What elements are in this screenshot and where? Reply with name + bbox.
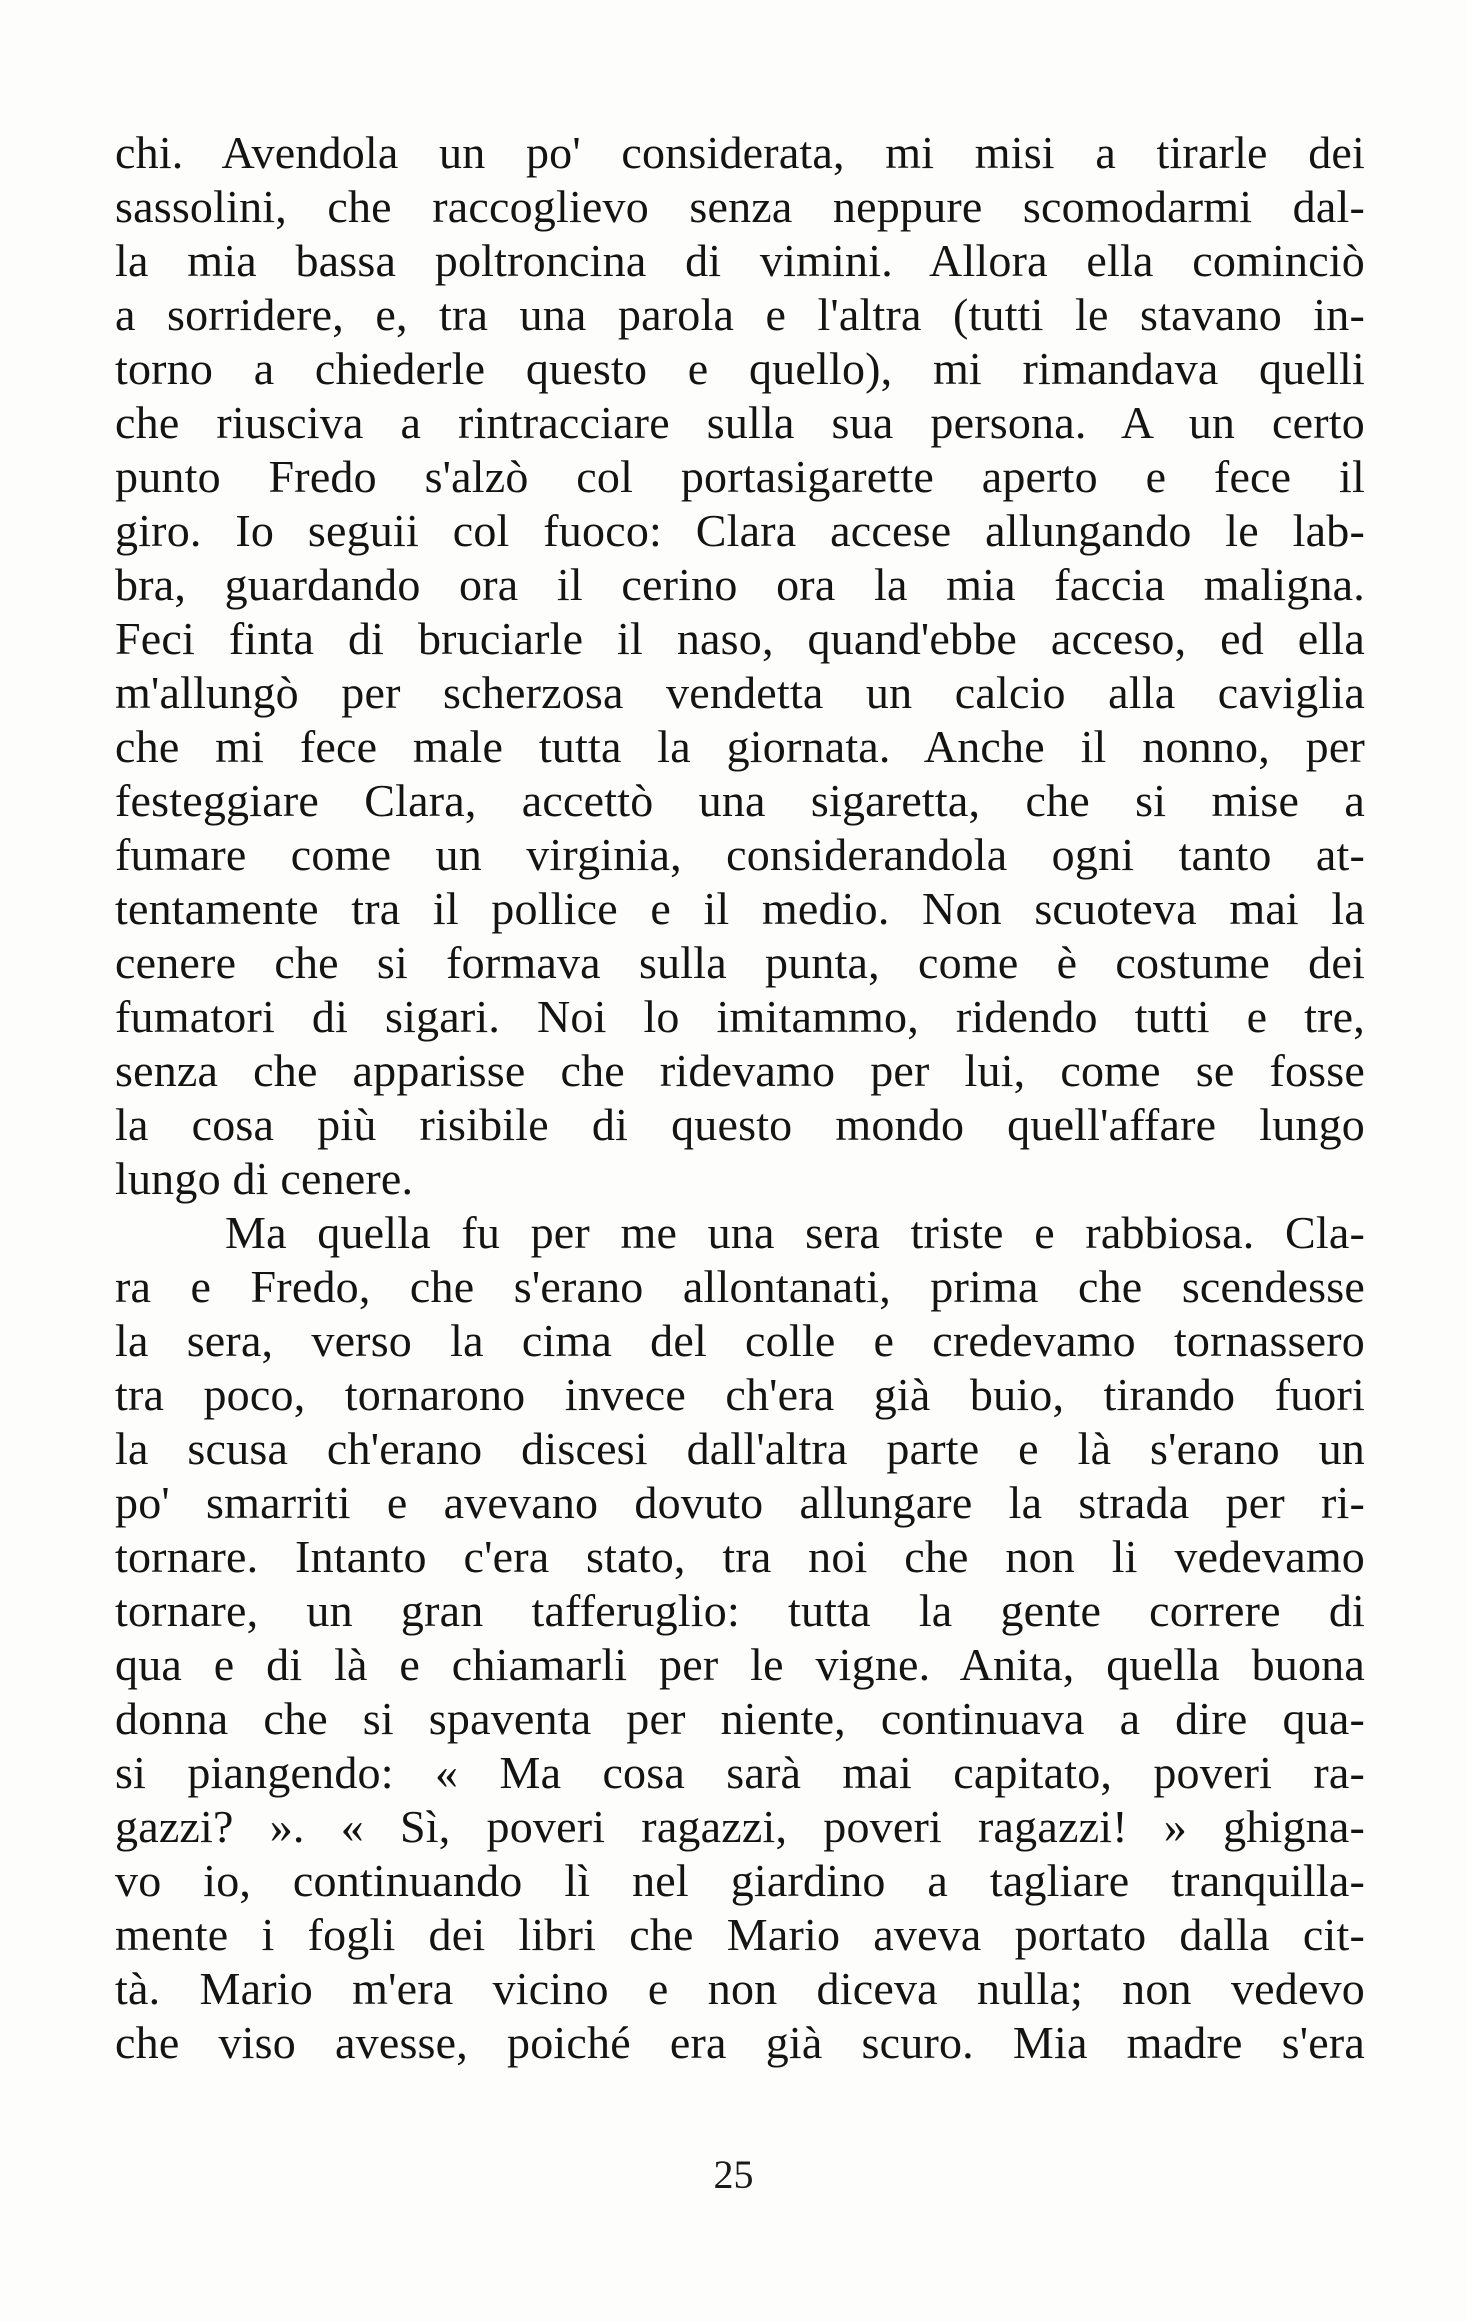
text-line: fumatori di sigari. Noi lo imitammo, ridendo tutti e tre, [115, 991, 1365, 1042]
text-line: tornare, un gran tafferuglio: tutta la gente correre di [115, 1585, 1365, 1636]
text-line: tentamente tra il pollice e il medio. Non scuoteva mai la [115, 883, 1365, 934]
page-number: 25 [713, 2152, 754, 2197]
text-line: donna che si spaventa per niente, continuava a dire qua- [115, 1693, 1365, 1744]
text-line: punto Fredo s'alzò col portasigarette aperto e fece il [115, 451, 1365, 502]
text-line: torno a chiederle questo e quello), mi rimandava quelli [115, 343, 1365, 394]
text-line: la sera, verso la cima del colle e credevamo tornassero [115, 1315, 1365, 1366]
text-line: che riusciva a rintracciare sulla sua persona. A un certo [115, 397, 1365, 448]
text-line: tà. Mario m'era vicino e non diceva nulla; non vedevo [115, 1963, 1365, 2014]
text-line: lungo di cenere. [115, 1153, 414, 1204]
text-line: senza che apparisse che ridevamo per lui, come se fosse [115, 1045, 1365, 1096]
text-line: la cosa più risibile di questo mondo quell'affare lungo [115, 1099, 1365, 1150]
text-line: la mia bassa poltroncina di vimini. Allora ella cominciò [115, 235, 1365, 286]
text-line: che mi fece male tutta la giornata. Anche il nonno, per [115, 721, 1365, 772]
text-line: a sorridere, e, tra una parola e l'altra (tutti le stavano in- [115, 289, 1365, 340]
text-line: Ma quella fu per me una sera triste e rabbiosa. Cla- [225, 1207, 1365, 1258]
text-line: chi. Avendola un po' considerata, mi misi a tirarle dei [115, 127, 1365, 178]
text-line: vo io, continuando lì nel giardino a tagliare tranquilla- [115, 1855, 1365, 1906]
text-line: che viso avesse, poiché era già scuro. Mia madre s'era [115, 2017, 1365, 2068]
text-line: giro. Io seguii col fuoco: Clara accese allungando le lab- [115, 505, 1365, 556]
text-line: cenere che si formava sulla punta, come è costume dei [115, 937, 1365, 988]
text-line: po' smarriti e avevano dovuto allungare la strada per ri- [115, 1477, 1365, 1528]
text-line: la scusa ch'erano discesi dall'altra parte e là s'erano un [115, 1423, 1365, 1474]
paragraph-1 [115, 126, 1365, 1206]
text-line: qua e di là e chiamarli per le vigne. Anita, quella buona [115, 1639, 1365, 1690]
paragraph-2 [115, 1206, 1365, 2070]
text-line: ra e Fredo, che s'erano allontanati, prima che scendesse [115, 1261, 1365, 1312]
text-line: fumare come un virginia, considerandola ogni tanto at- [115, 829, 1365, 880]
text-line: bra, guardando ora il cerino ora la mia faccia maligna. [115, 559, 1365, 610]
text-line: tra poco, tornarono invece ch'era già buio, tirando fuori [115, 1369, 1365, 1420]
text-line: sassolini, che raccoglievo senza neppure scomodarmi dal- [115, 181, 1365, 232]
text-line: m'allungò per scherzosa vendetta un calcio alla caviglia [115, 667, 1365, 718]
text-line: tornare. Intanto c'era stato, tra noi che non li vedevamo [115, 1531, 1365, 1582]
text-line: Feci finta di bruciarle il naso, quand'ebbe acceso, ed ella [115, 613, 1365, 664]
text-line: si piangendo: « Ma cosa sarà mai capitato, poveri ra- [115, 1747, 1365, 1798]
text-line: festeggiare Clara, accettò una sigaretta, che si mise a [115, 775, 1365, 826]
text-line: mente i fogli dei libri che Mario aveva portato dalla cit- [115, 1909, 1365, 1960]
body-text [115, 126, 1365, 2070]
text-line: gazzi? ». « Sì, poveri ragazzi, poveri ragazzi! » ghigna- [115, 1801, 1365, 1852]
